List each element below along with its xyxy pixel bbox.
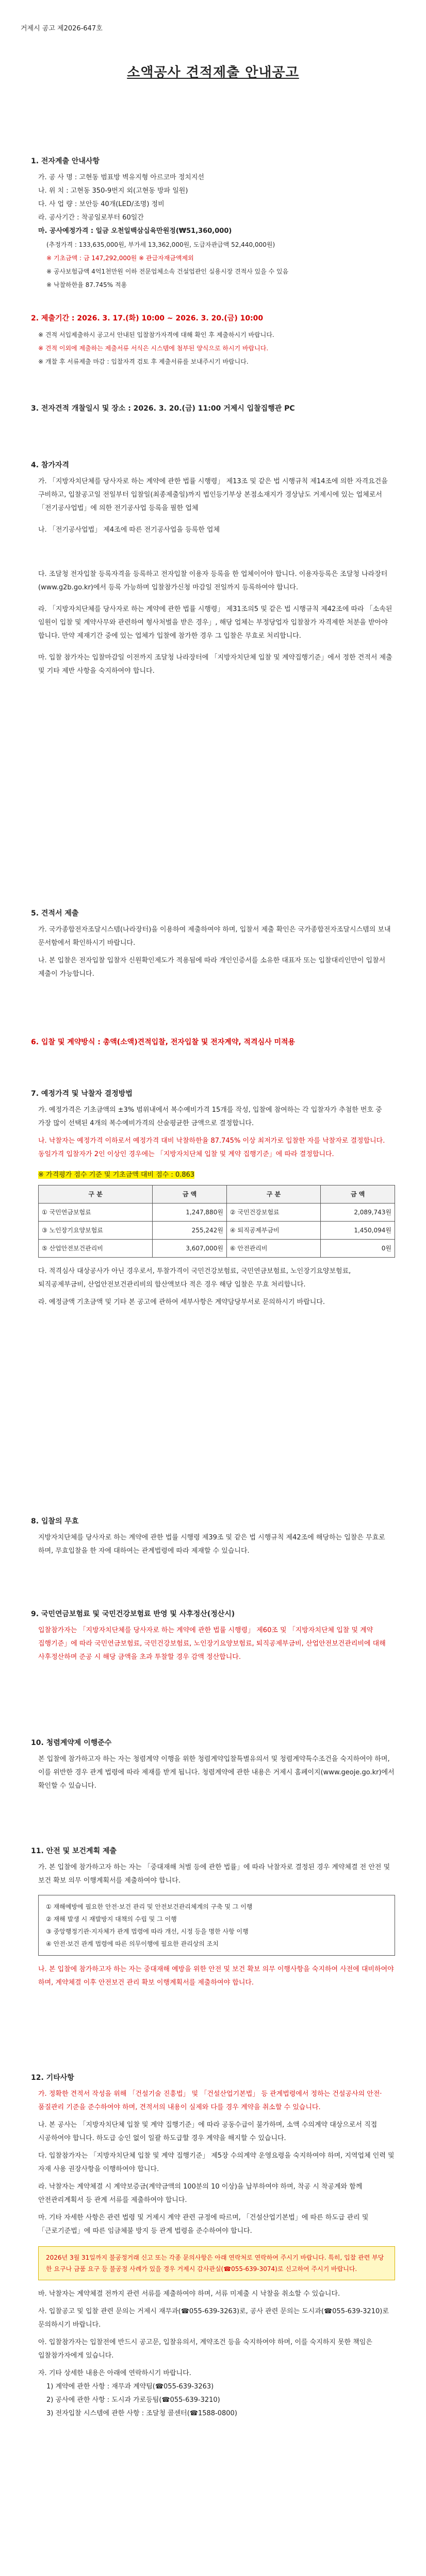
invalid-para: 지방자치단체를 당사자로 하는 계약에 관한 법률 시행령 제39조 및 같은 법 시행규칙 제42조에 해당하는 입찰은 무효로 하며, 무효입찰을 한 자에 대하여는 관계법령에 따라 제재할 수 있습니다. bbox=[38, 1534, 385, 1555]
table-cell: 1,450,094원 bbox=[321, 1222, 395, 1240]
section-submission-period bbox=[31, 312, 395, 368]
table-cell: ② 국민건강보험료 bbox=[226, 1204, 320, 1222]
cost-table-wrap bbox=[31, 1185, 395, 1258]
table-row bbox=[39, 1222, 395, 1240]
misc-para: 자. 기타 상세한 내용은 아래에 연락하시기 바랍니다. bbox=[38, 2369, 191, 2377]
integrity-para: 본 입찰에 참가하고자 하는 자는 청렴계약 이행을 위한 청렴계약입찰특별유의서 및 청렴계약특수조건을 숙지하여야 하며, 이를 위반한 경우 관계 법령에 따라 제재를 받게 됩니다. 청렴계약에 관한 내용은 거제시 홈페이지(www.geoje.go.kr)에서 확인할 수 있습니다. bbox=[38, 1755, 395, 1790]
notice-highlight-box: 2026년 3월 31일까지 불공정거래 신고 또는 각종 문의사항은 아래 연락처로 연락하여 주시기 바랍니다. 특히, 입찰 관련 부당한 요구나 금품 요구 등 불공정 사례가 있을 경우 거제시 감사관실(☎055-639-3074)로 신고하여 주시기 바랍니다. bbox=[38, 2246, 395, 2280]
table-note: ※ 가격평가 점수 기준 및 기초금액 대비 점수 : 0.863 bbox=[38, 1171, 195, 1179]
table-row bbox=[39, 1204, 395, 1222]
obligation-item: ④ 안전·보건 관계 법령에 따른 의무이행에 필요한 관리상의 조치 bbox=[46, 1940, 219, 1947]
section-heading: 3. 전자견적 개찰일시 및 장소 : 2026. 3. 20.(금) 11:00 거제시 입찰집행관 PC bbox=[31, 404, 295, 413]
section-heading: 9. 국민연금보험료 및 국민건강보험료 반영 및 사후정산(정산시) bbox=[31, 1610, 235, 1618]
notice-number: 거제시 공고 제2026-647호 bbox=[21, 25, 103, 32]
table-header: 금 액 bbox=[321, 1185, 395, 1204]
table-cell: 3,607,000원 bbox=[153, 1240, 227, 1258]
section-integrity bbox=[31, 1736, 395, 1793]
note-line: ※ 견적 이외에 제출하는 제출서류 서식은 시스템에 첨부된 양식으로 하시기 바랍니다. bbox=[38, 345, 269, 352]
table-cell: ⑥ 안전관리비 bbox=[226, 1240, 320, 1258]
eligibility-para: 나. 「전기공사업법」 제4조에 따른 전기공사업을 등록한 업체 bbox=[38, 526, 220, 534]
misc-para: 가. 정확한 견적서 작성을 위해 「건설기술 진흥법」 및 「건설산업기본법」 등 관계법령에서 정하는 건설공사의 안전·품질관리 기준을 준수하여야 하며, 견적서의 내용이 실제와 다를 경우 계약을 취소할 수 있습니다. bbox=[38, 2090, 382, 2111]
pricing-para: 다. 적격심사 대상공사가 아닌 경우로서, 투찰가격이 국민건강보험료, 국민연금보험료, 노인장기요양보험료, 퇴직공제부금비, 산업안전보건관리비의 합산액보다 적은 경우 해당 입찰은 무효 처리합니다. bbox=[38, 1267, 351, 1289]
section-pricing bbox=[31, 1087, 395, 1309]
misc-para: 사. 입찰공고 및 입찰 관련 문의는 거제시 재무과(☎055-639-3263)로, 공사 관련 문의는 도시과(☎055-639-3210)로 문의하시기 바랍니다. bbox=[38, 2308, 389, 2329]
obligation-item: ① 재해예방에 필요한 안전·보건 관리 및 안전보건관리체계의 구축 및 그 이행 bbox=[46, 1903, 253, 1910]
contact-line: 1) 계약에 관한 사항 : 재무과 계약팀(☎055-639-3263) bbox=[46, 2383, 214, 2391]
table-cell: 2,089,743원 bbox=[321, 1204, 395, 1222]
cost-table bbox=[38, 1185, 395, 1258]
section-heading: 4. 참가자격 bbox=[31, 461, 70, 469]
submission-para: 나. 본 입찰은 전자입찰 입찰자 신원확인제도가 적용됨에 따라 개인인증서를 소유한 대표자 또는 입찰대리인만이 입찰서 제출이 가능합니다. bbox=[38, 957, 386, 978]
table-header-row bbox=[39, 1185, 395, 1204]
info-line: 라. 공사기간 : 착공일로부터 60일간 bbox=[38, 214, 144, 222]
info-line: 다. 사 업 량 : 보안등 40개(LED/조명) 정비 bbox=[38, 200, 165, 208]
insurance-note: ※ 공사보험금액 4억1천만원 이하 전문업체소속 건설업관인 실용시장 견적사 있을 수 있음 bbox=[46, 268, 289, 275]
obligation-item: ② 재해 발생 시 재발방지 대책의 수립 및 그 이행 bbox=[46, 1916, 177, 1923]
info-line: 가. 공 사 명 : 고현동 범표방 벽유지형 아르코마 정치지선 bbox=[38, 174, 204, 181]
contact-line: 3) 전자입찰 시스템에 관한 사항 : 조달청 콜센터(☎1588-0800) bbox=[46, 2410, 237, 2417]
misc-para: 나. 본 공사는 「지방자치단체 입찰 및 계약 집행기준」에 따라 공동수급이 불가하며, 소액 수의계약 대상으로서 직접 시공하여야 합니다. 하도급 승인 없이 일괄 하도급할 경우 계약을 해지할 수 있습니다. bbox=[38, 2121, 378, 2142]
misc-para: 아. 입찰참가자는 입찰전에 반드시 공고문, 입찰유의서, 계약조건 등을 숙지하여야 하며, 이를 숙지하지 못한 책임은 입찰참가자에게 있습니다. bbox=[38, 2338, 372, 2360]
section-method bbox=[31, 1036, 395, 1052]
estimated-price: 마. 공사예정가격 : 일금 오천일백삼십육만원정(₩51,360,000) bbox=[38, 227, 232, 235]
pricing-para: 가. 예정가격은 기초금액의 ±3% 범위내에서 복수예비가격 15개를 작성, 입찰에 참여하는 각 입찰자가 추첨한 번호 중 가장 많이 선택된 4개의 복수예비가격의 산술평균한 금액으로 결정합니다. bbox=[38, 1106, 382, 1127]
table-cell: ③ 노인장기요양보험료 bbox=[39, 1222, 153, 1240]
section-heading: 7. 예정가격 및 낙찰자 결정방법 bbox=[31, 1090, 133, 1098]
eligibility-para: 다. 조달청 전자입찰 등록자격을 등록하고 전자입찰 이용자 등록을 한 업체이어야 합니다. 이용자등록은 조달청 나라장터(www.g2b.go.kr)에서 등록 가능하며 입찰참가신청 마감일 전일까지 등록하여야 합니다. bbox=[38, 570, 388, 591]
table-row bbox=[39, 1240, 395, 1258]
note-line: ※ 견적 서입제출하시 공고서 안내된 입찰참가자격에 대해 확인 후 제출하시기 바랍니다. bbox=[38, 331, 274, 338]
misc-para: 다. 입찰참가자는 「지방자치단체 입찰 및 계약 집행기준」 제5장 수의계약 운영요령을 숙지하여야 하며, 지역업체 인력 및 자재 사용 권장사항을 이행하여야 합니다. bbox=[38, 2152, 395, 2173]
safety-obligations-box bbox=[38, 1895, 395, 1956]
section-opening bbox=[31, 402, 395, 418]
section-heading: 11. 안전 및 보건계획 제출 bbox=[31, 1847, 117, 1855]
section-submission bbox=[31, 907, 395, 981]
table-cell: 0원 bbox=[321, 1240, 395, 1258]
table-header: 금 액 bbox=[153, 1185, 227, 1204]
table-header: 구 분 bbox=[226, 1185, 320, 1204]
eligibility-para: 마. 입찰 참가자는 입찰마감일 이전까지 조달청 나라장터에 「지방자치단체 입찰 및 계약집행기준」에서 정한 견적서 제출 및 기타 제반 사항을 숙지하여야 합니다. bbox=[38, 654, 392, 675]
note-line: ※ 개찰 후 서류제출 마감 : 입찰자격 검토 후 제출서류를 보내주시기 바랍니다. bbox=[38, 358, 249, 365]
eligibility-para: 라. 「지방자치단체를 당사자로 하는 계약에 관한 법률 시행령」 제31조의5 및 같은 법 시행규칙 제42조에 따라 「소속된 임원이 입찰 및 계약사무와 관련하여 형사처벌을 받은 경우」, 해당 업체는 부정당업자 입찰참가 자격제한 처분을 받아야 합니다. 만약 제재기간 중에 있는 업체가 입찰에 참가한 경우 그 입찰은 무효로 처리합니다. bbox=[38, 605, 392, 640]
pricing-para: 라. 예정금액 기초금액 및 기타 본 공고에 관하여 세부사항은 계약담당부서로 문의하시기 바랍니다. bbox=[38, 1298, 325, 1306]
misc-para: 라. 낙찰자는 계약체결 시 계약보증금(계약금액의 100분의 10 이상)을 납부하여야 하며, 착공 시 착공계와 함께 안전관리계획서 등 관계 서류를 제출하여야 합니다. bbox=[38, 2183, 363, 2204]
contact-line: 2) 공사에 관한 사항 : 도시과 가로등팀(☎055-639-3210) bbox=[46, 2396, 220, 2404]
section-heading: 12. 기타사항 bbox=[31, 2074, 74, 2082]
table-cell: ① 국민연금보험료 bbox=[39, 1204, 153, 1222]
section-heading: 6. 입찰 및 계약방식 : 총액(소액)견적입찰, 전자입찰 및 전자계약, 적격심사 미적용 bbox=[31, 1038, 296, 1046]
section-heading: 8. 입찰의 무효 bbox=[31, 1517, 79, 1526]
misc-para: 마. 기타 자세한 사항은 관련 법령 및 거제시 계약 관련 규정에 따르며, 「건설산업기본법」에 따른 하도급 관리 및 「근로기준법」에 따른 임금체불 방지 등 관계 법령을 준수하여야 합니다. bbox=[38, 2214, 369, 2235]
table-cell: ⑤ 산업안전보건관리비 bbox=[39, 1240, 153, 1258]
table-cell: ④ 퇴직공제부금비 bbox=[226, 1222, 320, 1240]
table-note-wrap bbox=[31, 1168, 395, 1182]
misc-para: 바. 낙찰자는 계약체결 전까지 관련 서류를 제출하여야 하며, 서류 미제출 시 낙찰을 취소할 수 있습니다. bbox=[38, 2290, 340, 2298]
section-basic-info bbox=[31, 155, 395, 292]
price-breakdown: (추정가격 : 133,635,000원, 부가세 13,362,000원, 도급자관급액 52,440,000원) bbox=[46, 241, 275, 248]
section-heading: 1. 전자계출 안내사항 bbox=[31, 157, 100, 165]
section-heading: 2. 제출기간 : 2026. 3. 17.(화) 10:00 ~ 2026. 3. 20.(금) 10:00 bbox=[31, 314, 264, 323]
section-insurance bbox=[31, 1607, 395, 1664]
obligation-item: ③ 중앙행정기관·지자체가 관계 법령에 따라 개선, 시정 등을 명한 사항 이행 bbox=[46, 1928, 249, 1935]
base-amount-note: ※ 기초금액 : 금 147,292,000원 ※ 관급자재금액제외 bbox=[46, 255, 194, 262]
safety-para: 가. 본 입찰에 참가하고자 하는 자는 「중대재해 처벌 등에 관한 법률」에 따라 낙찰자로 결정된 경우 계약체결 전 안전 및 보건 확보 의무 이행계획서를 제출하여야 합니다. bbox=[38, 1863, 390, 1885]
table-cell: 255,242원 bbox=[153, 1222, 227, 1240]
pricing-para: 나. 낙찰자는 예정가격 이하로서 예정가격 대비 낙찰하한율 87.745% 이상 최저가로 입찰한 자를 낙찰자로 결정합니다. 동일가격 입찰자가 2인 이상인 경우에는 「지방자치단체 입찰 및 계약 집행기준」에 따라 결정합니다. bbox=[38, 1137, 385, 1158]
lower-limit-note: ※ 낙찰하한율 87.745% 적용 bbox=[46, 281, 127, 289]
table-header: 구 분 bbox=[39, 1185, 153, 1204]
section-heading: 5. 견적서 제출 bbox=[31, 909, 79, 918]
section-misc bbox=[31, 2071, 395, 2420]
document-title: 소액공사 견적제출 안내공고 bbox=[127, 65, 299, 80]
submission-para: 가. 국가종합전자조달시스템(나라장터)을 이용하여 제출하여야 하며, 입찰서 제출 확인은 국가종합전자조달시스템의 보내 문서함에서 확인하시기 바랍니다. bbox=[38, 926, 391, 947]
section-safety bbox=[31, 1844, 395, 1990]
table-cell: 1,247,880원 bbox=[153, 1204, 227, 1222]
section-heading: 10. 청렴계약제 이행준수 bbox=[31, 1739, 112, 1747]
safety-para: 나. 본 입찰에 참가하고자 하는 자는 중대재해 예방을 위한 안전 및 보건 확보 의무 이행사항을 숙지하여 사전에 대비하여야 하며, 계약체결 이후 안전보건 관리 확보 이행계획서를 제출하여야 합니다. bbox=[38, 1965, 394, 1987]
insurance-para: 입찰참가자는 「지방자치단체를 당사자로 하는 계약에 관한 법률 시행령」 제60조 및 「지방자치단체 입찰 및 계약 집행기준」에 따라 국민연금보험료, 국민건강보험료, 노인장기요양보험료, 퇴직공제부금비, 산업안전보건관리비에 대해 사후정산하며 준공 시 해당 금액을 초과 투찰할 경우 감액 정산합니다. bbox=[38, 1626, 386, 1661]
section-eligibility bbox=[31, 459, 395, 678]
info-line: 나. 위 치 : 고현동 350-9번지 외(고현동 방파 일원) bbox=[38, 187, 188, 195]
eligibility-para: 가. 「지방자치단체를 당사자로 하는 계약에 관한 법률 시행령」 제13조 및 같은 법 시행규칙 제14조에 의한 자격요건을 구비하고, 입찰공고일 전일부터 입찰일(최종제출일)까지 법인등기부상 본점소재지가 경상남도 거제시에 있는 업체로서 「전기공사업법」에 의한 전기공사업 등록을 필한 업체 bbox=[38, 478, 388, 512]
section-invalid-bid bbox=[31, 1515, 395, 1558]
